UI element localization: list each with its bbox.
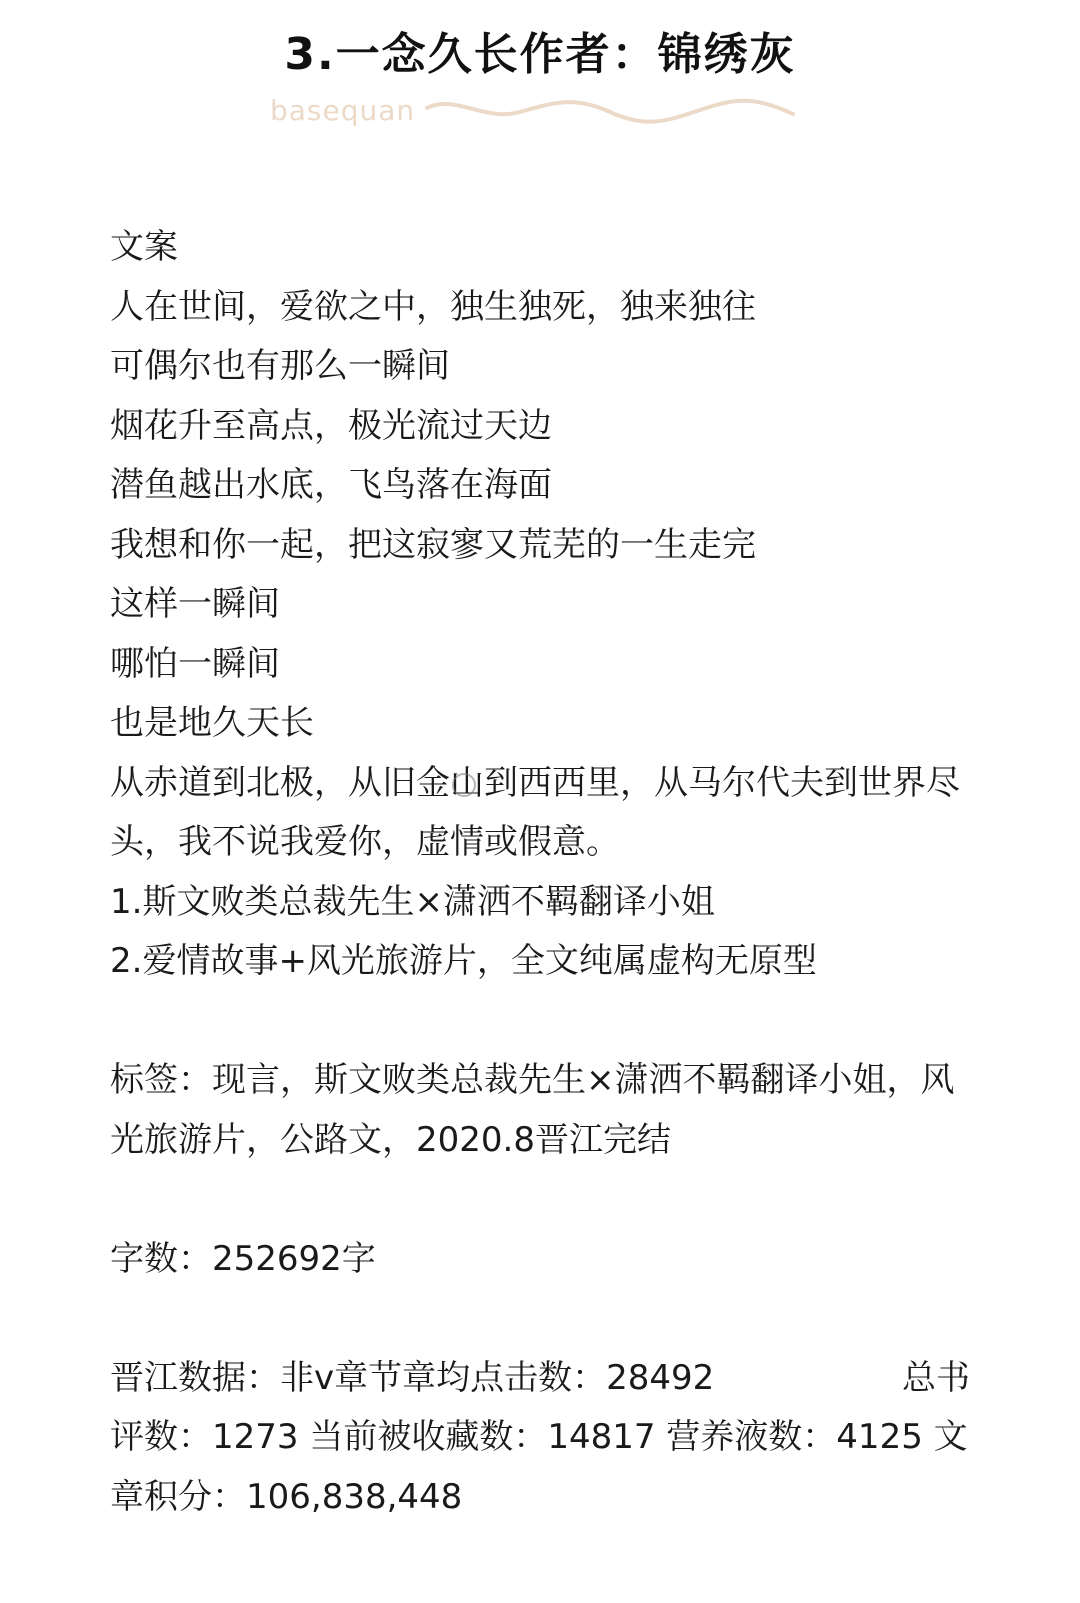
tags-text: 标签：现言，斯文败类总裁先生×潇洒不羁翻译小姐，风光旅游片，公路文，2020.8晋江完结 bbox=[110, 1060, 955, 1160]
synopsis-line: 烟花升至高点，极光流过天边 bbox=[110, 405, 552, 446]
synopsis-line: 可偶尔也有那么一瞬间 bbox=[110, 346, 450, 386]
synopsis-heading: 文案 bbox=[110, 227, 178, 267]
stats-right: 总书 bbox=[902, 1357, 970, 1398]
weibo-watermark bbox=[452, 771, 480, 797]
synopsis-note: 1.斯文败类总裁先生×潇洒不羁翻译小姐 bbox=[110, 881, 715, 922]
synopsis-line: 也是地久天长 bbox=[110, 703, 314, 743]
synopsis-line: 我想和你一起，把这寂寥又荒芜的一生走完 bbox=[110, 524, 756, 565]
synopsis-line: 哪怕一瞬间 bbox=[110, 643, 280, 684]
brand-label: basequan bbox=[270, 94, 416, 127]
synopsis-line: 潜鱼越出水底，飞鸟落在海面 bbox=[110, 465, 552, 505]
stats-first-row bbox=[110, 1349, 970, 1409]
spacer bbox=[110, 1289, 970, 1349]
stats-left: 晋江数据：非v章节章均点击数：28492 bbox=[110, 1357, 715, 1398]
spacer bbox=[110, 992, 970, 1052]
synopsis-note: 2.爱情故事+风光旅游片，全文纯属虚构无原型 bbox=[110, 941, 817, 981]
brand-row bbox=[270, 92, 810, 136]
page-title: 3.一念久长作者：锦绣灰 bbox=[284, 29, 796, 80]
page-header bbox=[0, 0, 1080, 140]
synopsis-paragraph: 从赤道到北极，从旧金山到西西里，从马尔代夫到世界尽头，我不说我爱你，虚情或假意。 bbox=[110, 762, 960, 862]
stats-rest: 评数：1273 当前被收藏数：14817 营养液数：4125 文章积分：106,838,448 bbox=[110, 1417, 968, 1517]
spacer bbox=[110, 1170, 970, 1230]
weibo-logo-icon bbox=[452, 773, 476, 797]
article-body bbox=[110, 218, 970, 1527]
synopsis-line: 这样一瞬间 bbox=[110, 584, 280, 624]
synopsis-line: 人在世间，爱欲之中，独生独死，独来独往 bbox=[110, 286, 756, 327]
wave-decoration-icon bbox=[425, 98, 795, 128]
word-count: 字数：252692字 bbox=[110, 1238, 376, 1279]
